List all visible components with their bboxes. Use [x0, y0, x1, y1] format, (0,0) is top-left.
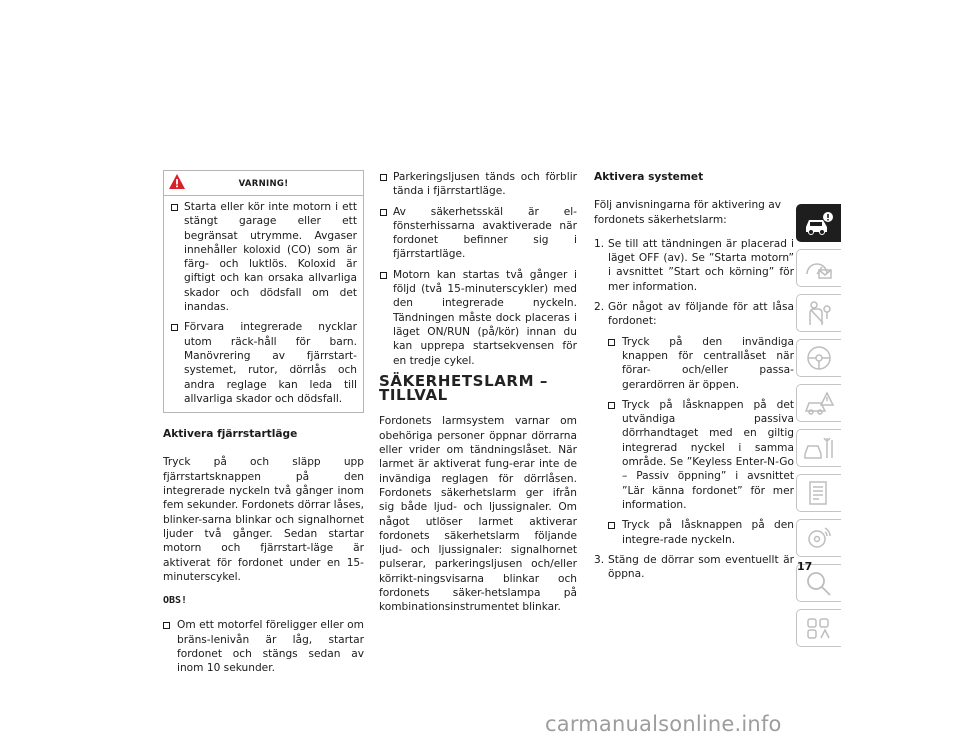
- bullet-item: Av säkerhetsskäl är el-fönsterhissarna avaktiverade när fordonet befinner sig i fjärrstartläge.: [379, 205, 577, 262]
- warning-box: [163, 170, 364, 413]
- section-title: SÄKERHETSLARM – TILLVAL: [379, 371, 549, 405]
- bullet-square-icon: [380, 174, 387, 181]
- tab-getting-to-know-vehicle[interactable]: [796, 204, 841, 242]
- step-item: 1. Se till att tändningen är placerad i läget OFF (av). Se ”Starta motorn” i avsnittet ”Start och körning” för mer information.: [594, 237, 794, 293]
- sub-item: Tryck på den invändiga knappen för centrallåset när förar- och/eller passa-gerardörren är öppen.: [594, 335, 794, 392]
- warning-header: [164, 171, 363, 196]
- search-icon: [803, 569, 835, 597]
- column-1: [163, 170, 364, 676]
- warning-title: VARNING!: [238, 179, 289, 189]
- warning-item: Starta eller kör inte motorn i ett stängt garage eller ett begränsat utrymme. Avgaser innehåller koloxid (CO) som är färg- och luktlös. Koloxid är giftigt och kan orsaka allvarliga skador och dödsfall om det inandas.: [170, 200, 357, 314]
- bullet-square-icon: [380, 272, 387, 279]
- seatbelt-icon: [803, 299, 835, 327]
- bullet-square-icon: [608, 339, 615, 346]
- multimedia-icon: [803, 524, 835, 552]
- heading-remote-start: Aktivera fjärrstartläge: [163, 428, 298, 441]
- sub-item: Tryck på låsknappen på den integre-rade nyckeln.: [594, 518, 794, 547]
- steering-wheel-icon: [803, 344, 835, 372]
- index-icon: [803, 614, 835, 642]
- watermark: carmanualsonline.info: [545, 712, 782, 736]
- bullet-square-icon: [171, 204, 178, 211]
- bullet-square-icon: [608, 402, 615, 409]
- tab-in-case-of-emergency[interactable]: [796, 384, 841, 422]
- sub-item: Tryck på låsknappen på det utvändiga passiva dörrhandtaget med en giltig integrerad nyckel i samma område. Se ”Keyless Enter-N-Go – Passiv öppning” i avsnittet ”Lär känna fordonet” för mer information.: [594, 398, 794, 512]
- paragraph-alarm: Fordonets larmsystem varnar om obehöriga personer öppnar dörrarna eller vrider om tändningslåset. När larmet är aktiverat fung-erar inte de invändiga reglagen för dörrlåsen. Fordonets säkerhetslarm ger ifrån sig både ljud- och ljussignaler. Om något utlöser larmet aktiverar fordonets säkerhetslarm följande ljud- och ljussignaler: signalhornet pulserar, parkeringsljusen och/eller körrikt-ningsvisarna blinkar och fordonets säker-hetslampa på kombinationsinstrumentet blinkar.: [379, 415, 577, 614]
- bullet-item: Parkeringsljusen tänds och förblir tända i fjärrstartläge.: [379, 170, 577, 199]
- note-item: Om ett motorfel föreligger eller om bräns-lenivån är låg, startar fordonet och stängs sedan av inom 10 sekunder.: [163, 618, 364, 675]
- gauge-message-icon: [803, 254, 835, 282]
- warning-body: [164, 196, 363, 412]
- column-2: [379, 170, 577, 625]
- note-label: OBS!: [163, 595, 188, 607]
- step-item: 3. Stäng de dörrar som eventuellt är öppna.: [594, 553, 794, 581]
- bullet-square-icon: [171, 324, 178, 331]
- tab-index[interactable]: [796, 609, 841, 647]
- tab-technical-specifications[interactable]: [796, 474, 841, 512]
- paragraph-intro: Följ anvisningarna för aktivering av fordonets säkerhetslarm:: [594, 199, 782, 226]
- heading-activate-system: Aktivera systemet: [594, 171, 704, 183]
- page-number: 17: [797, 560, 813, 573]
- emergency-car-icon: [803, 389, 835, 417]
- column-3: [594, 170, 794, 587]
- tab-servicing-and-maintenance[interactable]: [796, 429, 841, 467]
- paragraph-remote-start: Tryck på och släpp upp fjärrstartsknappen på den integrerade nyckeln två gånger inom fem sekunder. Fordonets dörrar låses, blinker-sarna blinkar och signalhornet ljuder två gånger. Sedan startar motorn och fjärrstart-läge är aktiverat för fordonet under en 15-minuterscykel.: [163, 456, 364, 583]
- warning-item: Förvara integrerade nycklar utom räck-håll för barn. Manövrering av fjärrstart-systemet, rutor, dörrlås och andra reglage kan leda till allvarliga skador och dödsfall.: [170, 320, 357, 406]
- tab-multimedia[interactable]: [796, 519, 841, 557]
- bullet-square-icon: [163, 622, 170, 629]
- bullet-item: Motorn kan startas två gånger i följd (två 15-minuterscykler) med den integrerade nyckeln. Tändningen måste dock placeras i läget ON/RUN (på/kör) innan du kan upprepa startsekvensen för en tredje cykel.: [379, 268, 577, 368]
- step-item: 2. Gör något av följande för att låsa fordonet:: [594, 301, 794, 328]
- spec-sheet-icon: [803, 479, 835, 507]
- car-wrench-icon: [803, 434, 835, 462]
- bullet-square-icon: [608, 522, 615, 529]
- bullet-square-icon: [380, 209, 387, 216]
- chapter-tabs: [796, 204, 842, 654]
- car-info-icon: [803, 209, 835, 237]
- tab-safety[interactable]: [796, 294, 841, 332]
- tab-instrument-cluster[interactable]: [796, 249, 841, 287]
- tab-starting-and-operating[interactable]: [796, 339, 841, 377]
